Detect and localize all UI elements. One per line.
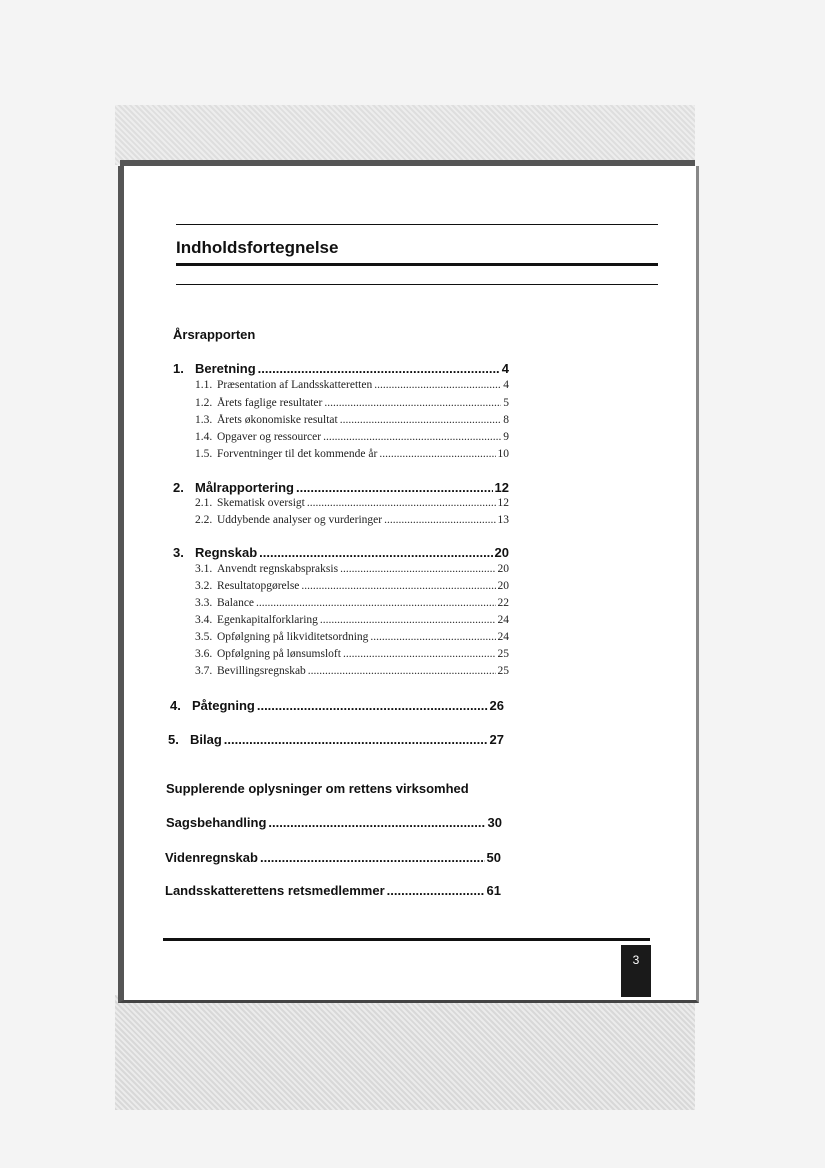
leader-dots xyxy=(340,563,495,575)
toc-subsection xyxy=(195,631,509,643)
subsection-label: Forventninger til det kommende år xyxy=(217,448,378,460)
toc-chapter xyxy=(173,545,509,560)
subsection-page: 24 xyxy=(497,631,509,643)
toc-subsection xyxy=(195,580,509,592)
leader-dots xyxy=(258,361,500,376)
subsection-label: Egenkapitalforklaring xyxy=(217,614,318,626)
toc-subsection xyxy=(195,563,509,575)
leader-dots xyxy=(260,850,485,865)
scan-shadow-bottom xyxy=(115,995,695,1110)
subsection-number: 1.1. xyxy=(195,379,213,391)
subsection-page: 12 xyxy=(497,497,509,509)
leader-dots xyxy=(296,480,493,495)
chapter-label: Bilag xyxy=(190,732,222,747)
leader-dots xyxy=(224,732,488,747)
toc-supplement-item xyxy=(166,815,502,830)
leader-dots xyxy=(340,414,502,426)
supplement-page: 50 xyxy=(486,850,501,865)
toc-subsection xyxy=(195,414,509,426)
chapter-label: Regnskab xyxy=(195,545,258,560)
scan-shadow-top xyxy=(115,105,695,165)
section-heading: Årsrapporten xyxy=(173,327,256,342)
subsection-label: Anvendt regnskabspraksis xyxy=(217,563,339,575)
subsection-label: Resultatopgørelse xyxy=(217,580,300,592)
subsection-page: 8 xyxy=(503,414,509,426)
leader-dots xyxy=(343,648,496,660)
leader-dots xyxy=(256,597,495,609)
subsection-label: Bevillingsregnskab xyxy=(217,665,306,677)
subsection-number: 3.4. xyxy=(195,614,213,626)
subsection-number: 3.7. xyxy=(195,665,213,677)
leader-dots xyxy=(320,614,496,626)
toc-chapter xyxy=(173,480,509,495)
footer-rule xyxy=(163,938,650,941)
leader-dots xyxy=(308,665,496,677)
subsection-number: 3.3. xyxy=(195,597,213,609)
leader-dots xyxy=(307,497,496,509)
subsection-number: 3.2. xyxy=(195,580,213,592)
subsection-number: 1.2. xyxy=(195,397,213,409)
supplement-label: Videnregnskab xyxy=(165,850,258,865)
page-number-tab xyxy=(621,945,651,997)
subsection-page: 5 xyxy=(503,397,509,409)
supplement-label: Landsskatterettens retsmedlemmer xyxy=(165,883,385,898)
toc-subsection xyxy=(195,648,509,660)
subsection-page: 20 xyxy=(497,563,509,575)
toc-subsection xyxy=(195,431,509,443)
subsection-page: 13 xyxy=(497,514,509,526)
chapter-page: 27 xyxy=(489,732,504,747)
title-rule xyxy=(176,263,658,266)
toc-subsection xyxy=(195,397,509,409)
chapter-number: 4. xyxy=(170,698,181,713)
chapter-label: Målrapportering xyxy=(195,480,294,495)
supplement-heading: Supplerende oplysninger om rettens virksomhed xyxy=(166,781,469,796)
leader-dots xyxy=(323,431,501,443)
page-number: 3 xyxy=(632,953,640,967)
chapter-number: 2. xyxy=(173,480,184,495)
toc-subsection xyxy=(195,379,509,391)
subsection-number: 3.6. xyxy=(195,648,213,660)
supplement-page: 61 xyxy=(486,883,501,898)
leader-dots xyxy=(387,883,485,898)
subsection-label: Opfølgning på lønsumsloft xyxy=(217,648,341,660)
leader-dots xyxy=(257,698,488,713)
subsection-number: 3.1. xyxy=(195,563,213,575)
thin-rule xyxy=(176,284,658,285)
subsection-number: 2.2. xyxy=(195,514,213,526)
subsection-label: Skematisk oversigt xyxy=(217,497,305,509)
chapter-number: 5. xyxy=(168,732,179,747)
chapter-page: 4 xyxy=(501,361,509,376)
subsection-label: Opfølgning på likviditetsordning xyxy=(217,631,369,643)
leader-dots xyxy=(324,397,501,409)
subsection-label: Årets faglige resultater xyxy=(217,397,323,409)
page-title: Indholdsfortegnelse xyxy=(176,238,339,257)
subsection-label: Årets økonomiske resultat xyxy=(217,414,338,426)
toc-subsection xyxy=(195,448,509,460)
toc-subsection xyxy=(195,597,509,609)
leader-dots xyxy=(301,580,495,592)
subsection-label: Præsentation af Landsskatteretten xyxy=(217,379,373,391)
toc-chapter xyxy=(168,732,504,747)
leader-dots xyxy=(374,379,501,391)
subsection-label: Uddybende analyser og vurderinger xyxy=(217,514,383,526)
subsection-page: 10 xyxy=(497,448,509,460)
subsection-label: Opgaver og ressourcer xyxy=(217,431,322,443)
chapter-page: 20 xyxy=(494,545,509,560)
top-rule xyxy=(176,224,658,225)
subsection-page: 9 xyxy=(503,431,509,443)
subsection-page: 24 xyxy=(497,614,509,626)
supplement-label: Sagsbehandling xyxy=(166,815,267,830)
leader-dots xyxy=(379,448,495,460)
toc-subsection xyxy=(195,514,509,526)
leader-dots xyxy=(384,514,495,526)
subsection-number: 2.1. xyxy=(195,497,213,509)
toc-subsection xyxy=(195,614,509,626)
chapter-page: 12 xyxy=(494,480,509,495)
chapter-label: Beretning xyxy=(195,361,256,376)
subsection-page: 25 xyxy=(497,648,509,660)
subsection-number: 1.3. xyxy=(195,414,213,426)
leader-dots xyxy=(268,815,485,830)
leader-dots xyxy=(370,631,495,643)
toc-supplement-item xyxy=(165,883,501,898)
chapter-number: 1. xyxy=(173,361,184,376)
subsection-number: 1.5. xyxy=(195,448,213,460)
chapter-page: 26 xyxy=(489,698,504,713)
toc-chapter xyxy=(173,361,509,376)
toc-subsection xyxy=(195,497,509,509)
subsection-page: 25 xyxy=(497,665,509,677)
toc-chapter xyxy=(170,698,504,713)
subsection-page: 4 xyxy=(503,379,509,391)
subsection-label: Balance xyxy=(217,597,255,609)
subsection-number: 1.4. xyxy=(195,431,213,443)
chapter-number: 3. xyxy=(173,545,184,560)
chapter-label: Påtegning xyxy=(192,698,255,713)
toc-subsection xyxy=(195,665,509,677)
subsection-page: 20 xyxy=(497,580,509,592)
leader-dots xyxy=(259,545,492,560)
toc-supplement-item xyxy=(165,850,501,865)
supplement-page: 30 xyxy=(487,815,502,830)
subsection-number: 3.5. xyxy=(195,631,213,643)
subsection-page: 22 xyxy=(497,597,509,609)
